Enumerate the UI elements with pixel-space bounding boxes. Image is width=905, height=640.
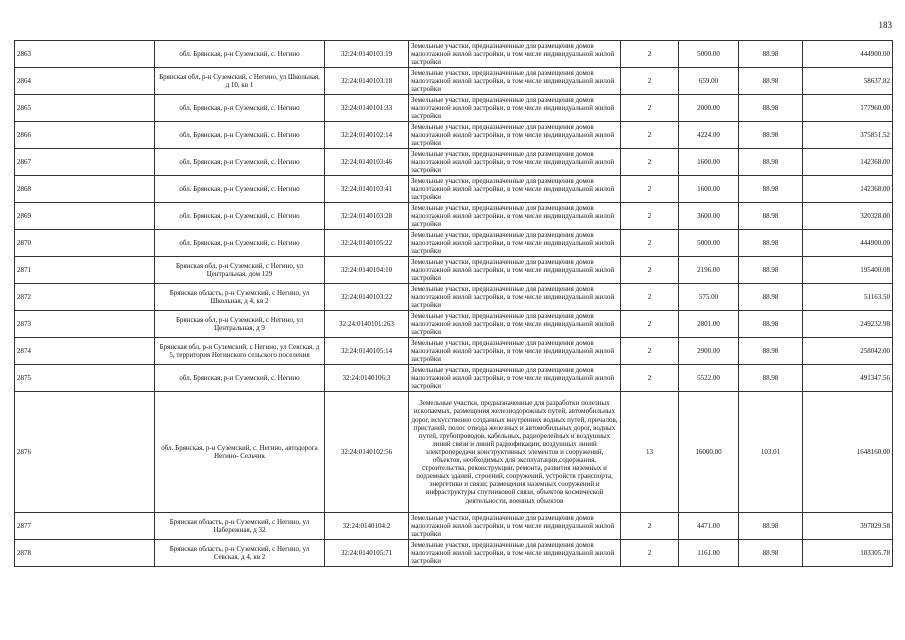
table-row [15,392,893,513]
land-use-description: Земельные участки, предназначенные для размещения домов малоэтажной жилой застройки, в том числе индивидуальной жилой застройки [409,176,621,203]
area-value: 4471.00 [679,513,739,540]
record-number: 2877 [15,513,155,540]
specific-value-rate: 88.98 [739,540,803,567]
record-number: 2875 [15,365,155,392]
land-use-description: Земельные участки, предназначенные для размещения домов малоэтажной жилой застройки, в том числе индивидуальной жилой застройки [409,513,621,540]
address-cell: Брянская обл, р-н Суземский, с Негино, ул Центральная, д 9 [155,311,325,338]
area-value: 1161.00 [679,540,739,567]
area-value: 16000.00 [679,392,739,513]
record-number: 2865 [15,95,155,122]
use-category: 2 [621,176,679,203]
cadastral-number: 32:24:0140102:14 [325,122,409,149]
area-value: 2801.00 [679,311,739,338]
cadastral-value: 103305.78 [803,540,893,567]
cadastral-number: 32:24:0140103:46 [325,149,409,176]
address-cell: Брянская область, р-н Суземский, с Негино, ул Севская, д 4, кв 2 [155,540,325,567]
record-number: 2864 [15,68,155,95]
area-value: 575.00 [679,284,739,311]
land-use-description: Земельные участки, предназначенные для размещения домов малоэтажной жилой застройки, в том числе индивидуальной жилой застройки [409,311,621,338]
use-category: 2 [621,122,679,149]
use-category: 2 [621,311,679,338]
area-value: 1600.00 [679,149,739,176]
use-category: 2 [621,540,679,567]
address-cell: обл. Брянская, р-н Суземский, с. Негино [155,95,325,122]
use-category: 2 [621,365,679,392]
address-cell: Брянская обл, р-н Суземский, с Негино, ул Школьная, д 10, кв 1 [155,68,325,95]
record-number: 2872 [15,284,155,311]
cadastral-value: 375851.52 [803,122,893,149]
record-number: 2867 [15,149,155,176]
cadastral-value: 397829.58 [803,513,893,540]
specific-value-rate: 88.98 [739,122,803,149]
cadastral-value: 491347.56 [803,365,893,392]
table-row [15,230,893,257]
specific-value-rate: 88.98 [739,513,803,540]
cadastral-number: 32:24:0140105:14 [325,338,409,365]
specific-value-rate: 88.98 [739,203,803,230]
specific-value-rate: 88.98 [739,257,803,284]
use-category: 2 [621,257,679,284]
cadastral-number: 32:24:0140104:10 [325,257,409,284]
table-row [15,203,893,230]
area-value: 5522.00 [679,365,739,392]
land-use-description: Земельные участки, предназначенные для размещения домов малоэтажной жилой застройки, в том числе индивидуальной жилой застройки [409,68,621,95]
cadastral-number: 32:24:0140102:56 [325,392,409,513]
land-use-description: Земельные участки, предназначенные для размещения домов малоэтажной жилой застройки, в том числе индивидуальной жилой застройки [409,284,621,311]
specific-value-rate: 88.98 [739,284,803,311]
specific-value-rate: 88.98 [739,41,803,68]
cadastral-number: 32:24:0140103:22 [325,284,409,311]
use-category: 2 [621,95,679,122]
page-number: 183 [878,20,892,30]
cadastral-number: 32:24:0140105:71 [325,540,409,567]
record-number: 2869 [15,203,155,230]
address-cell: обл. Брянская, р-н Суземский, с. Негино [155,203,325,230]
cadastral-value: 258042.00 [803,338,893,365]
area-value: 5000.00 [679,41,739,68]
area-value: 1600.00 [679,176,739,203]
use-category: 2 [621,149,679,176]
table-row [15,311,893,338]
specific-value-rate: 88.98 [739,68,803,95]
specific-value-rate: 103.01 [739,392,803,513]
record-number: 2873 [15,311,155,338]
record-number: 2871 [15,257,155,284]
cadastral-value: 51163.50 [803,284,893,311]
cadastral-value: 58637.82 [803,68,893,95]
table-body [15,41,893,567]
area-value: 2196.00 [679,257,739,284]
use-category: 2 [621,284,679,311]
address-cell: обл. Брянская, р-н Суземский, с. Негино [155,230,325,257]
specific-value-rate: 88.98 [739,311,803,338]
specific-value-rate: 88.98 [739,149,803,176]
address-cell: обл. Брянская, р-н Суземский, с. Негино, автодорога Негино- Сельчик [155,392,325,513]
address-cell: обл. Брянская, р-н Суземский, с. Негино [155,176,325,203]
address-cell: обл. Брянская, р-н Суземский, с. Негино [155,41,325,68]
cadastral-value: 249232.98 [803,311,893,338]
record-number: 2870 [15,230,155,257]
land-use-description: Земельные участки, предназначенные для размещения домов малоэтажной жилой застройки, в том числе индивидуальной жилой застройки [409,203,621,230]
cadastral-value: 320328.00 [803,203,893,230]
table-row [15,122,893,149]
area-value: 3600.00 [679,203,739,230]
land-use-description: Земельные участки, предназначенные для размещения домов малоэтажной жилой застройки, в том числе индивидуальной жилой застройки [409,338,621,365]
record-number: 2863 [15,41,155,68]
table-row [15,540,893,567]
cadastral-number: 32:24:0140101:33 [325,95,409,122]
cadastral-value: 1648160.00 [803,392,893,513]
land-use-description: Земельные участки, предназначенные для размещения домов малоэтажной жилой застройки, в том числе индивидуальной жилой застройки [409,230,621,257]
table-row [15,95,893,122]
use-category: 2 [621,203,679,230]
cadastral-number: 32:24:0140103:28 [325,203,409,230]
land-use-description: Земельные участки, предназначенные для размещения домов малоэтажной жилой застройки, в том числе индивидуальной жилой застройки [409,257,621,284]
address-cell: Брянская обл, р-н Суземский, с Негино, ул Центральная, дом 129 [155,257,325,284]
record-number: 2868 [15,176,155,203]
table-row [15,338,893,365]
land-use-description: Земельные участки, предназначенные для размещения домов малоэтажной жилой застройки, в том числе индивидуальной жилой застройки [409,41,621,68]
cadastral-value: 444900.00 [803,230,893,257]
address-cell: обл. Брянская, р-н Суземский, с. Негино [155,122,325,149]
address-cell: Брянская обл, р-н Суземский, с Негино, ул Севская, д 5, территория Негинского сельского поселения [155,338,325,365]
land-use-description: Земельные участки, предназначенные для размещения домов малоэтажной жилой застройки, в том числе индивидуальной жилой застройки [409,95,621,122]
land-use-description: Земельные участки, предназначенные для размещения домов малоэтажной жилой застройки, в том числе индивидуальной жилой застройки [409,149,621,176]
table-row [15,284,893,311]
area-value: 2900.00 [679,338,739,365]
record-number: 2878 [15,540,155,567]
record-number: 2876 [15,392,155,513]
land-registry-table [14,40,893,567]
table-row [15,68,893,95]
area-value: 5000.00 [679,230,739,257]
table-row [15,365,893,392]
cadastral-value: 142368.00 [803,149,893,176]
cadastral-value: 195400.08 [803,257,893,284]
use-category: 2 [621,68,679,95]
specific-value-rate: 88.98 [739,338,803,365]
use-category: 2 [621,338,679,365]
use-category: 2 [621,41,679,68]
specific-value-rate: 88.98 [739,176,803,203]
cadastral-value: 444900.00 [803,41,893,68]
area-value: 659.00 [679,68,739,95]
cadastral-number: 32:24:0140105:22 [325,230,409,257]
table-row [15,176,893,203]
use-category: 13 [621,392,679,513]
cadastral-number: 32:24:0140101:263 [325,311,409,338]
specific-value-rate: 88.98 [739,95,803,122]
land-use-description: Земельные участки, предназначенные для размещения домов малоэтажной жилой застройки, в том числе индивидуальной жилой застройки [409,365,621,392]
table-row [15,513,893,540]
address-cell: обл. Брянская, р-н Суземский, с. Негино [155,365,325,392]
record-number: 2866 [15,122,155,149]
cadastral-value: 177960.00 [803,95,893,122]
cadastral-number: 32:24:0140103:19 [325,41,409,68]
land-use-description: Земельные участки, предназначенные для разработки полезных ископаемых, размещения железнодорожных путей, автомобильных дорог, искусственно созданных внутренних водных путей, причалов, пристаней, полос отвода железных и автомобильных дорог, водных путей, трубопроводов, кабельных, радиорелейных и воздушных линий связи и линий радиофикации, воздушных линий электропередачи конструктивных элементов и сооружений, объектов, необходимых для эксплуатации,содержания, строительства, реконструкции, ремонта, развития наземных и подземных зданий, строений, сооружений, устройств транспорта, энергетики и связи; размещения наземных сооружений и инфраструктуры спутниковой связи, объектов космической деятельности, военных объектов [409,392,621,513]
cadastral-number: 32:24:0140103:41 [325,176,409,203]
cadastral-number: 32:24:0140106:3 [325,365,409,392]
cadastral-value: 142368.00 [803,176,893,203]
address-cell: обл. Брянская, р-н Суземский, с. Негино [155,149,325,176]
table-row [15,257,893,284]
cadastral-number: 32:24:0140103:18 [325,68,409,95]
table-row [15,149,893,176]
use-category: 2 [621,230,679,257]
table-row [15,41,893,68]
address-cell: Брянская область, р-н Суземский, с Негино, ул Набережная, д 32 [155,513,325,540]
specific-value-rate: 88.98 [739,230,803,257]
address-cell: Брянская область, р-н Суземский, с Негино, ул Школьная, д 4, кв 2 [155,284,325,311]
area-value: 2000.00 [679,95,739,122]
area-value: 4224.00 [679,122,739,149]
specific-value-rate: 88.98 [739,365,803,392]
land-use-description: Земельные участки, предназначенные для размещения домов малоэтажной жилой застройки, в том числе индивидуальной жилой застройки [409,122,621,149]
cadastral-number: 32:24:0140104:2 [325,513,409,540]
record-number: 2874 [15,338,155,365]
use-category: 2 [621,513,679,540]
land-use-description: Земельные участки, предназначенные для размещения домов малоэтажной жилой застройки, в том числе индивидуальной жилой застройки [409,540,621,567]
